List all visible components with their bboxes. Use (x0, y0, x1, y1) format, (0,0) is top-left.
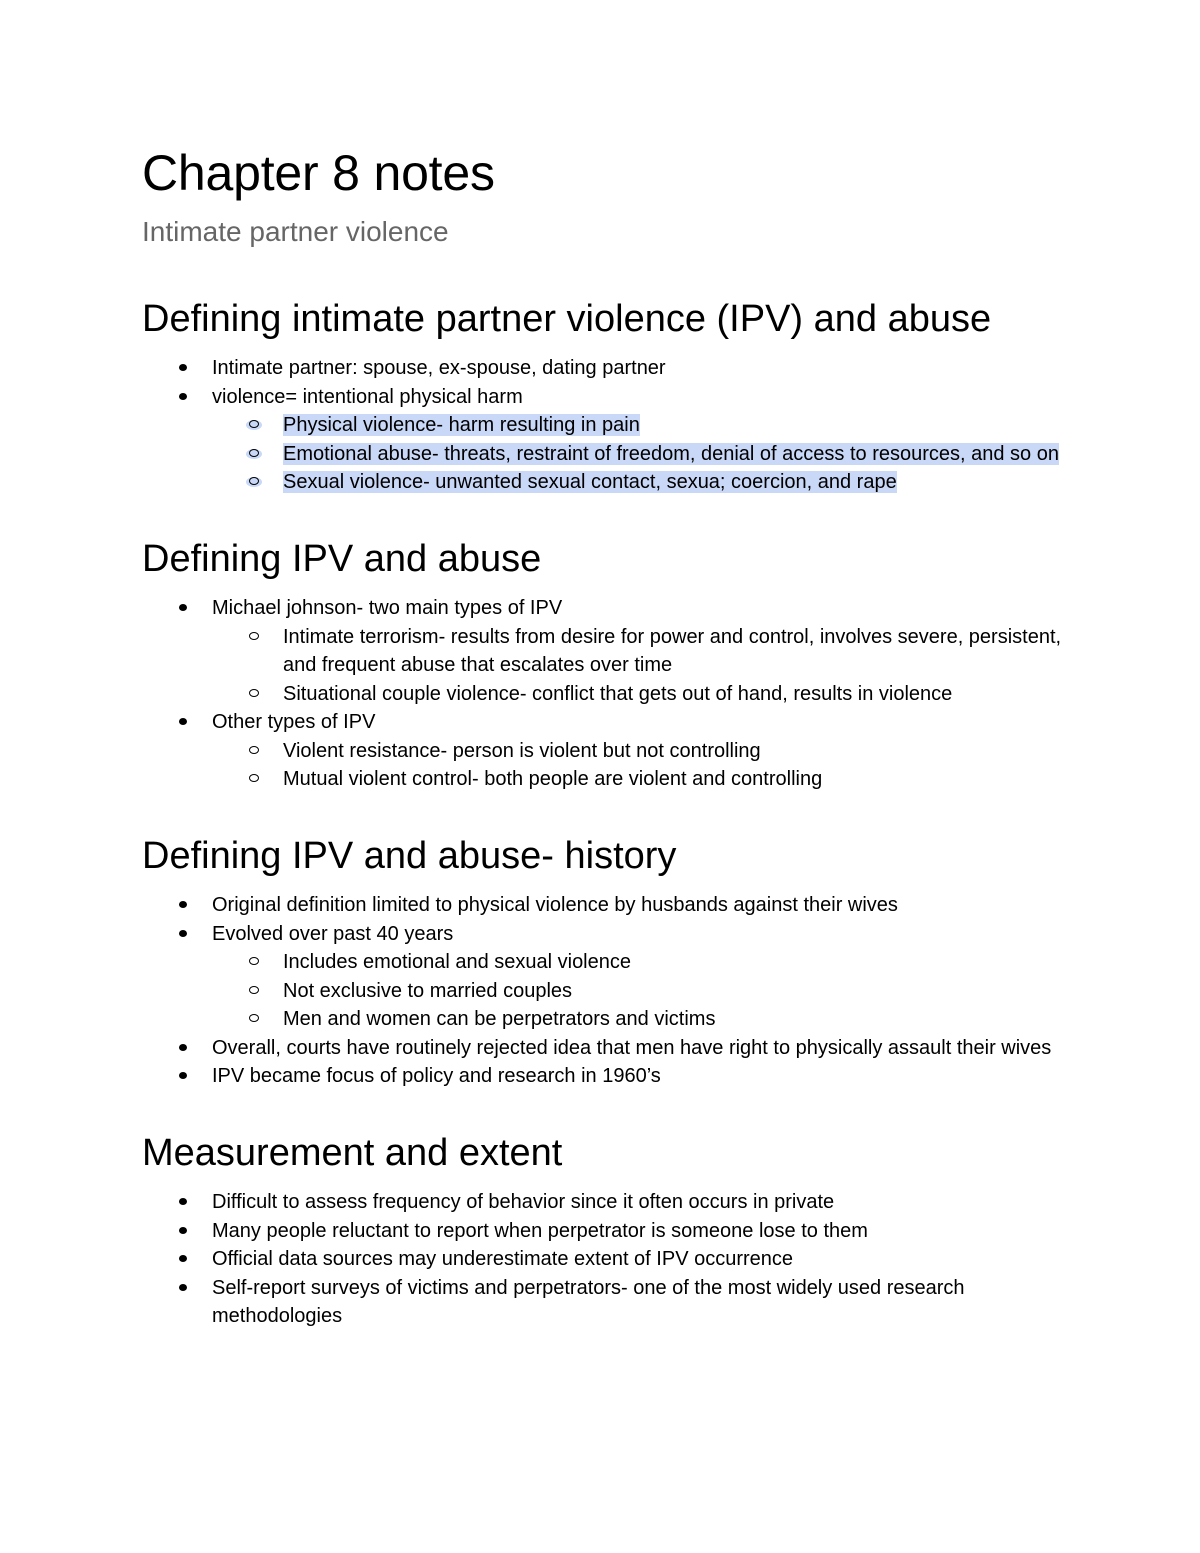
bullet-disc-icon (179, 1227, 187, 1234)
bullet-list (142, 594, 1080, 794)
bullet-circle-icon (249, 746, 259, 754)
list-item: Evolved over past 40 years Includes emotional and sexual violence Not exclusive to married couples Men and women can be perpetrators and victims (212, 920, 1080, 1034)
list-item: Men and women can be perpetrators and victims (283, 1005, 1080, 1034)
bullet-circle-icon (249, 957, 259, 965)
bullet-disc-icon (179, 604, 187, 611)
list-item: Difficult to assess frequency of behavior since it often occurs in private (212, 1188, 1080, 1217)
sub-bullet-list (212, 623, 1080, 709)
list-item: Violent resistance- person is violent but not controlling (283, 737, 1080, 766)
bullet-disc-icon (179, 1072, 187, 1079)
list-item: Mutual violent control- both people are violent and controlling (283, 765, 1080, 794)
list-item: IPV became focus of policy and research in 1960’s (212, 1062, 1080, 1091)
list-item (283, 411, 1080, 440)
bullet-circle-icon (249, 774, 259, 782)
bullet-disc-icon (179, 930, 187, 937)
bullet-circle-icon (246, 449, 262, 459)
bullet-disc-icon (179, 393, 187, 400)
bullet-disc-icon (179, 1198, 187, 1205)
bullet-list (142, 891, 1080, 1091)
list-item: Official data sources may underestimate extent of IPV occurrence (212, 1245, 1080, 1274)
list-item: Self-report surveys of victims and perpetrators- one of the most widely used research methodologies (212, 1274, 1080, 1331)
list-item: Overall, courts have routinely rejected idea that men have right to physically assault their wives (212, 1034, 1080, 1063)
document-subtitle: Intimate partner violence (142, 216, 449, 247)
bullet-disc-icon (179, 1284, 187, 1291)
bullet-circle-icon (249, 689, 259, 697)
list-item: Original definition limited to physical violence by husbands against their wives (212, 891, 1080, 920)
sub-bullet-list (212, 948, 1080, 1034)
highlighted-text: Emotional abuse- threats, restraint of freedom, denial of access to resources, and so on (283, 442, 1059, 465)
section-heading: Defining IPV and abuse- history (142, 834, 677, 877)
document-title: Chapter 8 notes (142, 145, 495, 201)
bullet-list (142, 1188, 1080, 1331)
list-item: Situational couple violence- conflict that gets out of hand, results in violence (283, 680, 1080, 709)
section-heading: Defining IPV and abuse (142, 537, 542, 580)
bullet-disc-icon (179, 901, 187, 908)
list-item (283, 468, 1080, 497)
list-item: Not exclusive to married couples (283, 977, 1080, 1006)
list-item: Intimate partner: spouse, ex-spouse, dating partner (212, 354, 1080, 383)
bullet-disc-icon (179, 1044, 187, 1051)
list-item: Michael johnson- two main types of IPV Intimate terrorism- results from desire for power and control, involves severe, persistent, and frequent abuse that escalates over time Situational couple violence- conflict that gets out of hand, results in violence (212, 594, 1080, 708)
list-item: Includes emotional and sexual violence (283, 948, 1080, 977)
sub-bullet-list (212, 411, 1080, 497)
bullet-circle-icon (246, 420, 262, 430)
bullet-circle-icon (246, 477, 262, 487)
section-heading: Measurement and extent (142, 1131, 563, 1174)
highlighted-text: Sexual violence- unwanted sexual contact, sexua; coercion, and rape (283, 471, 897, 494)
list-item: Intimate terrorism- results from desire for power and control, involves severe, persistent, and frequent abuse that escalates over time (283, 623, 1080, 680)
bullet-circle-icon (249, 1014, 259, 1022)
list-item: Other types of IPV Violent resistance- person is violent but not controlling Mutual violent control- both people are violent and controlling (212, 708, 1080, 794)
list-item: Many people reluctant to report when perpetrator is someone lose to them (212, 1217, 1080, 1246)
list-item: violence= intentional physical harm Physical violence- harm resulting in pain Emotional abuse- threats, restraint of freedom, denial of access to resources, and so on Sexual violence- unwanted sexual contact, sexua; coercion, and rape (212, 383, 1080, 497)
sub-bullet-list (212, 737, 1080, 794)
bullet-circle-icon (249, 986, 259, 994)
bullet-disc-icon (179, 364, 187, 371)
highlighted-text: Physical violence- harm resulting in pain (283, 414, 640, 437)
list-item (283, 440, 1080, 469)
bullet-list (142, 354, 1080, 497)
bullet-disc-icon (179, 1255, 187, 1262)
bullet-circle-icon (249, 632, 259, 640)
section-heading: Defining intimate partner violence (IPV) and abuse (142, 297, 992, 340)
bullet-disc-icon (179, 718, 187, 725)
